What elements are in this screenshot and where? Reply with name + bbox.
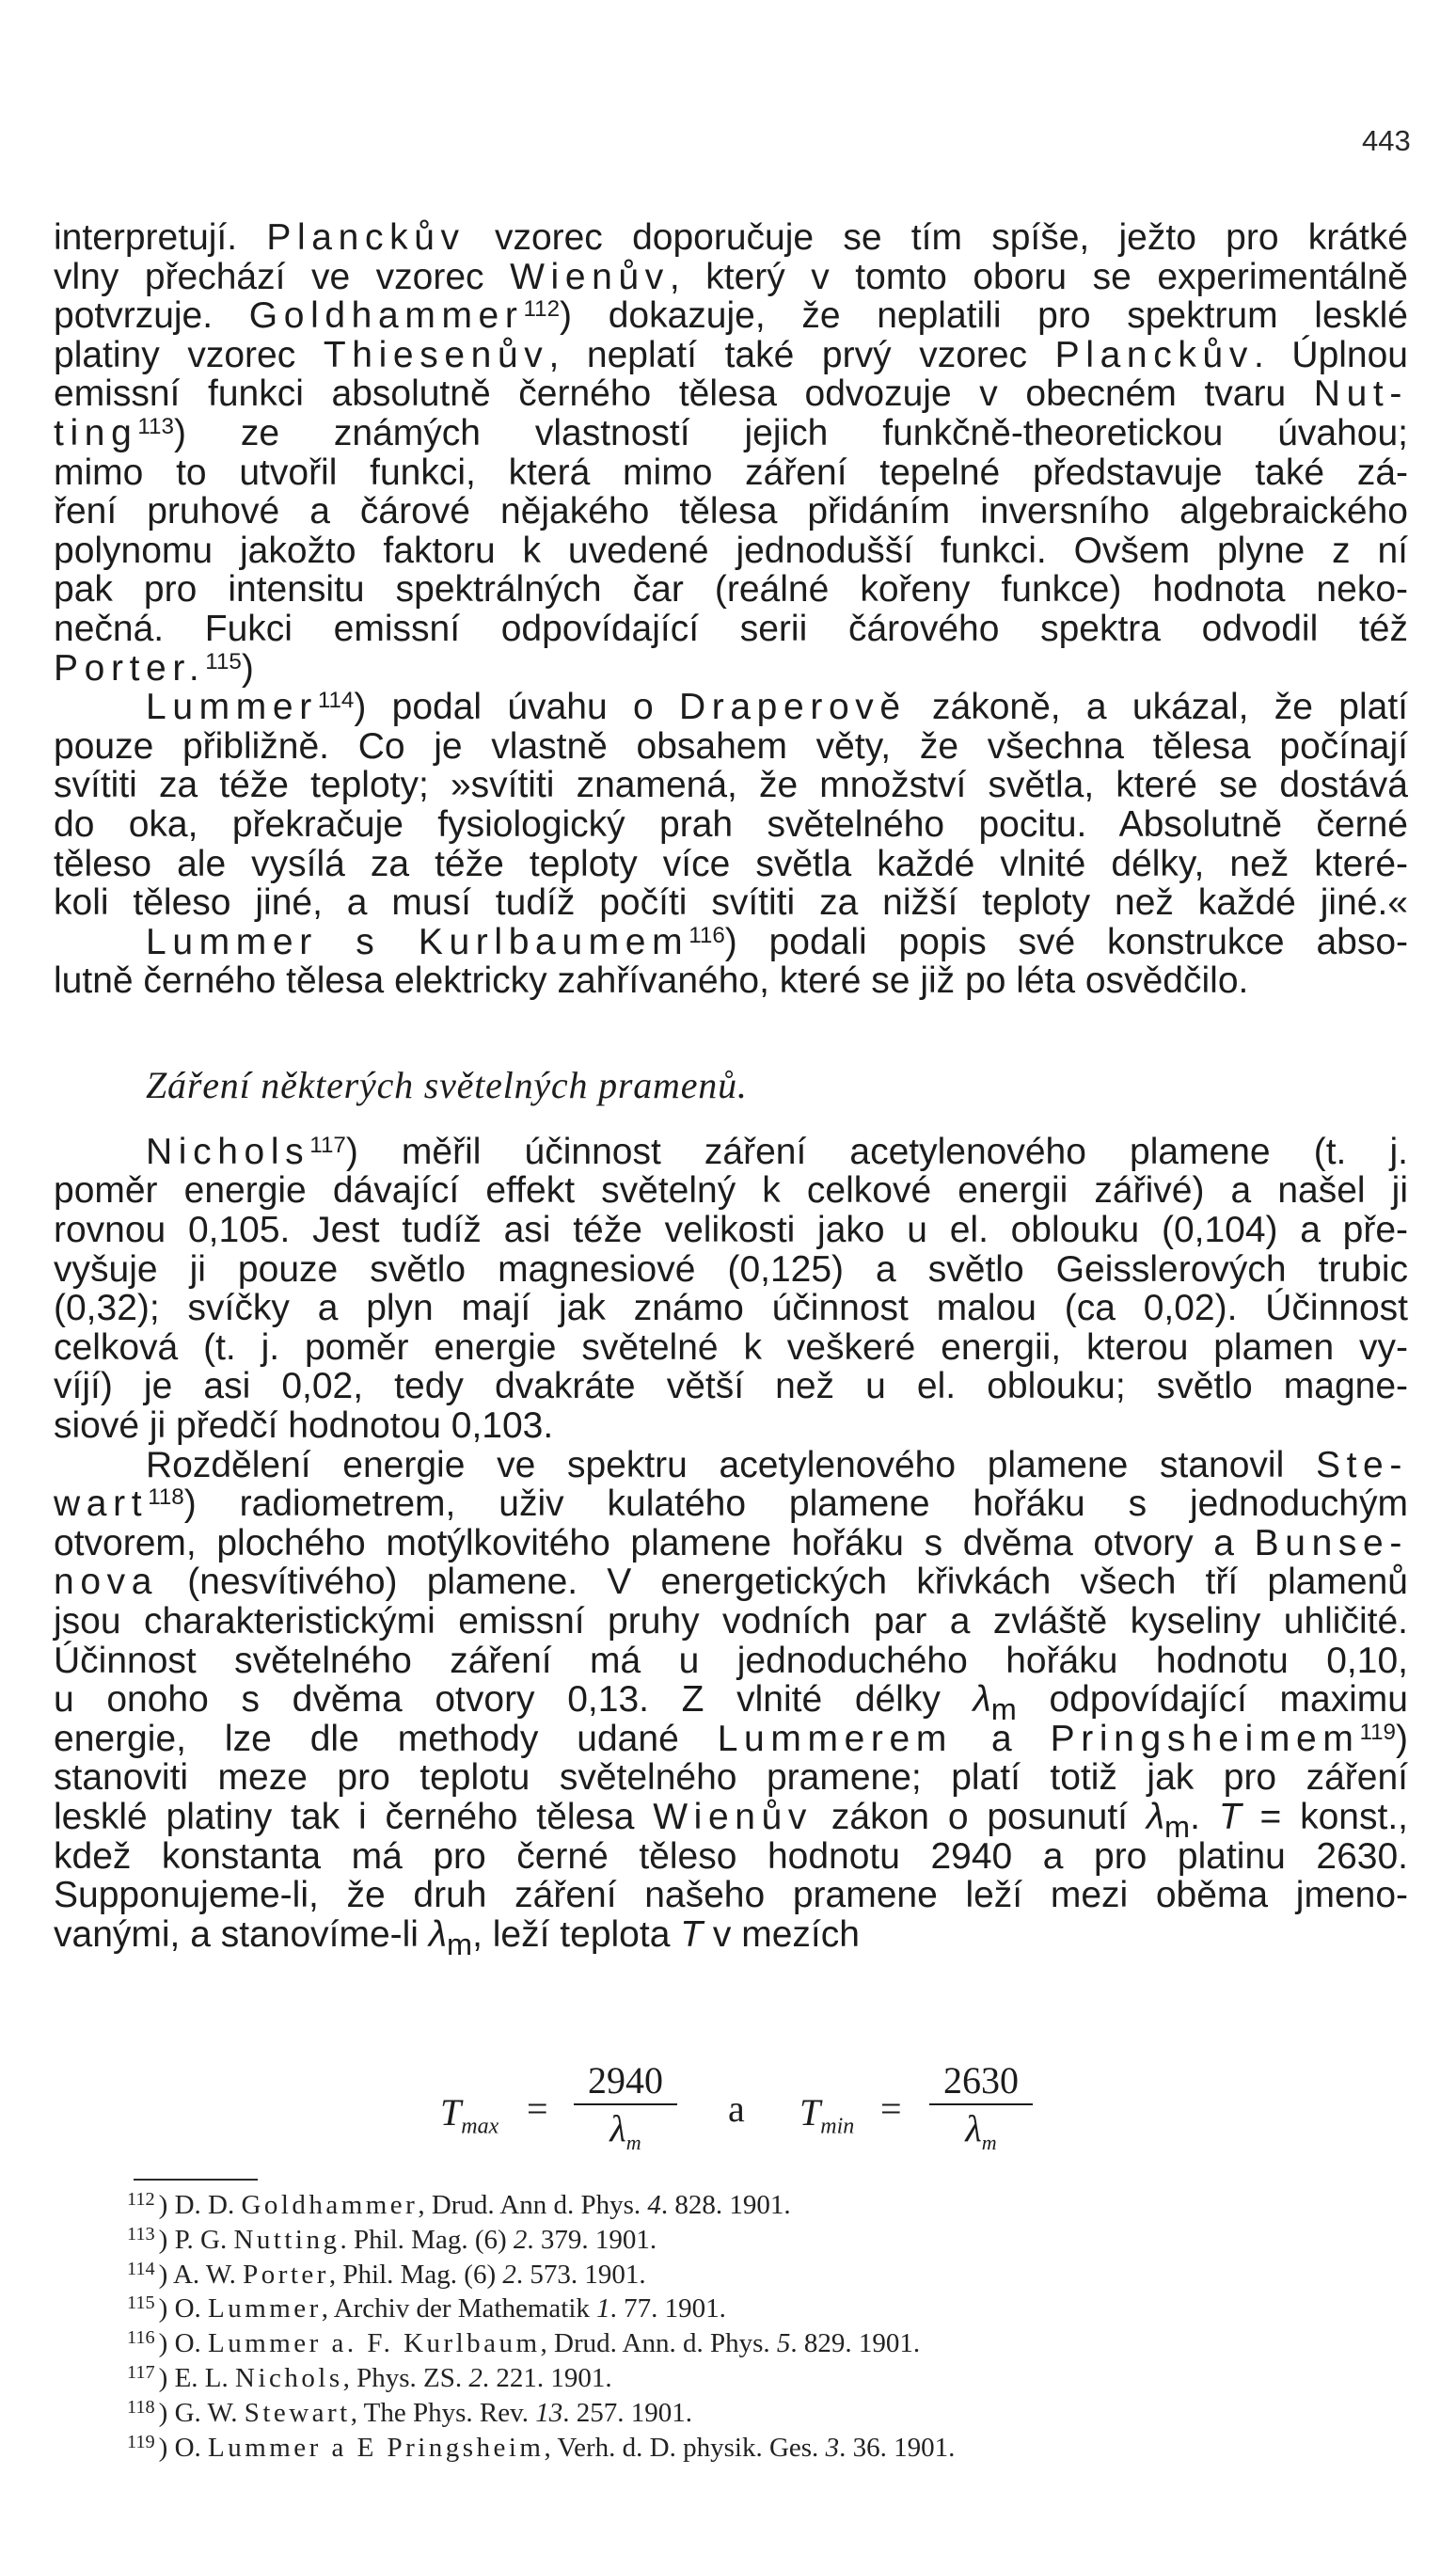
text-line: jsou charakteristickými emissní pruhy vodních par a zvláště kyseliny uhličité.	[54, 1601, 1408, 1642]
text-line: koli těleso jiné, a musí tudíž počíti svítiti za nižší teploty než každé jiné.«	[54, 882, 1408, 924]
text-line: vyšuje ji pouze světlo magnesiové (0,125) a světlo Geisslerových trubic	[54, 1248, 1408, 1290]
text-line: otvorem, plochého motýlkovitého plamene hořáku s dvěma otvory a Bunse-	[54, 1522, 1408, 1563]
text-line: kdež konstanta má pro černé těleso hodnotu 2940 a pro platinu 2630.	[54, 1835, 1408, 1877]
footnote: $^{117}$ ) E. L. Nichols, Phys. ZS. 2. 221. 1901.	[127, 2361, 612, 2394]
footnote: $^{118}$ ) G. W. Stewart, The Phys. Rev. 13. 257. 1901.	[127, 2396, 692, 2428]
section-heading: Záření některých světelných pramenů.	[146, 1063, 748, 1106]
page-number: 443	[1362, 124, 1411, 157]
footnote-divider	[134, 2179, 258, 2181]
text-line: Lummer$^{114}$) podal úvahu o Draperově zákoně, a ukázal, že platí	[146, 687, 1409, 728]
text-line: těleso ale vysílá za téže teploty více světla každé vlnité délky, než které-	[54, 843, 1408, 884]
text-line: nova (nesvítivého) plamene. V energetických křivkách všech tří plamenů	[54, 1562, 1408, 1603]
formula-lhs-min: $T_{min}$	[799, 2091, 855, 2139]
text-line: Lummer s Kurlbaumem$^{116}$) podali popis své konstrukce abso-	[146, 921, 1408, 962]
footnote: $^{119}$ ) O. Lummer a E Pringsheim, Verh. d. D. physik. Ges. 3. 36. 1901.	[127, 2431, 956, 2463]
text-line: vlny přechází ve vzorec Wienův, který v tomto oboru se experimentálně	[54, 256, 1408, 297]
text-line: vanými, a stanovíme-li $\lambda_m$, leží teplota T v mezích	[54, 1913, 860, 1961]
formula-equals: =	[527, 2087, 548, 2130]
text-line: svítiti za téže teploty; »svítiti znamená, že množství světla, které se dostává	[54, 765, 1408, 806]
body-text	[54, 217, 1409, 1961]
text-line: rovnou 0,105. Jest tudíž asi téže velikosti jako u el. oblouku (0,104) a pře-	[54, 1210, 1408, 1251]
text-line: ření pruhové a čárové nějakého tělesa přidáním inversního algebraického	[54, 491, 1408, 532]
formula-fraction-max: 2940 $\lambda_m$	[574, 2058, 677, 2166]
text-line: pak pro intensitu spektrálných čar (reálné kořeny funkce) hodnota neko-	[54, 569, 1408, 611]
footnote: $^{115}$ ) O. Lummer, Archiv der Mathematik 1. 77. 1901.	[127, 2292, 726, 2324]
text-line: wart$^{118}$) radiometrem, uživ kulatého plamene hořáku s jednoduchým	[54, 1483, 1408, 1525]
text-line: potvrzuje. Goldhammer$^{112}$) dokazuje, že neplatili pro spektrum lesklé	[54, 295, 1408, 337]
text-line: Nichols$^{117}$) měřil účinnost záření acetylenového plamene (t. j.	[146, 1131, 1408, 1172]
text-line: mimo to utvořil funkci, která mimo záření tepelné představuje také zá-	[54, 452, 1408, 493]
text-line: (0,32); svíčky a plyn mají jak známo účinnost malou (ca 0,02). Účinnost	[54, 1288, 1408, 1329]
text-line: do oka, překračuje fysiologický prah světelného pocitu. Absolutně černé	[54, 803, 1408, 845]
formula-lhs-max: $T_{max}$	[440, 2091, 499, 2139]
text-line: ting$^{113}$) ze známých vlastností jejich funkčně-theoretickou úvahou;	[54, 412, 1408, 453]
formula-conjunction: a	[728, 2087, 745, 2130]
footnote: $^{113}$ ) P. G. Nutting. Phil. Mag. (6) 2. 379. 1901.	[127, 2223, 657, 2255]
text-line: Supponujeme-li, že druh záření našeho pramene leží mezi oběma jmeno-	[54, 1875, 1408, 1916]
text-line: pouze přibližně. Co je vlastně obsahem věty, že všechna tělesa počínají	[54, 725, 1408, 767]
text-line: nečná. Fukci emissní odpovídající serii čárového spektra odvodil též	[54, 608, 1408, 649]
formula-fraction-min: 2630 $\lambda_m$	[929, 2058, 1033, 2166]
text-line: Účinnost světelného záření má u jednoduchého hořáku hodnotu 0,10,	[54, 1640, 1408, 1681]
footnote: $^{112}$ ) D. D. Goldhammer, Drud. Ann d. Phys. 4. 828. 1901.	[127, 2189, 791, 2221]
footnote: $^{116}$ ) O. Lummer a. F. Kurlbaum, Drud. Ann. d. Phys. 5. 829. 1901.	[127, 2327, 921, 2359]
text-line: lutně černého tělesa elektricky zahřívaného, které se již po léta osvědčilo.	[54, 960, 1249, 1002]
text-line: poměr energie dávající effekt světelný k celkové energii zářivé) a našel ji	[54, 1170, 1408, 1212]
text-line: platiny vzorec Thiesenův, neplatí také prvý vzorec Planckův. Úplnou	[54, 334, 1408, 375]
footnotes	[127, 2182, 956, 2463]
text-line: Porter.$^{115}$)	[54, 647, 254, 689]
formula-equals: =	[880, 2087, 902, 2130]
text-line: u onoho s dvěma otvory 0,13. Z vlnité délky $\lambda_m$ odpovídající maximu	[54, 1679, 1408, 1726]
text-line: víjí) je asi 0,02, tedy dvakráte větší než u el. oblouku; světlo magne-	[54, 1366, 1408, 1407]
text-line: lesklé platiny tak i černého tělesa Wienův zákon o posunutí $\lambda_m$. T = konst.,	[54, 1796, 1408, 1844]
formula	[0, 2058, 1456, 2162]
text-line: emissní funkci absolutně černého tělesa odvozuje v obecném tvaru Nut-	[54, 373, 1408, 415]
text-line: siové ji předčí hodnotou 0,103.	[54, 1405, 554, 1447]
text-line: celková (t. j. poměr energie světelné k veškeré energii, kterou plamen vy-	[54, 1326, 1408, 1368]
text-line: polynomu jakožto faktoru k uvedené jednodušší funkci. Ovšem plyne z ní	[54, 530, 1408, 571]
text-line: interpretují. Planckův vzorec doporučuje se tím spíše, ježto pro krátké	[54, 217, 1408, 258]
text-line: Rozdělení energie ve spektru acetylenového plamene stanovil Ste-	[146, 1444, 1408, 1485]
footnote: $^{114}$ ) A. W. Porter, Phil. Mag. (6) 2. 573. 1901.	[127, 2258, 646, 2290]
text-line: stanoviti meze pro teplotu světelného pramene; platí totiž jak pro záření	[54, 1757, 1408, 1799]
text-line: energie, lze dle methody udané Lummerem a Pringsheimem$^{119}$)	[54, 1718, 1408, 1759]
